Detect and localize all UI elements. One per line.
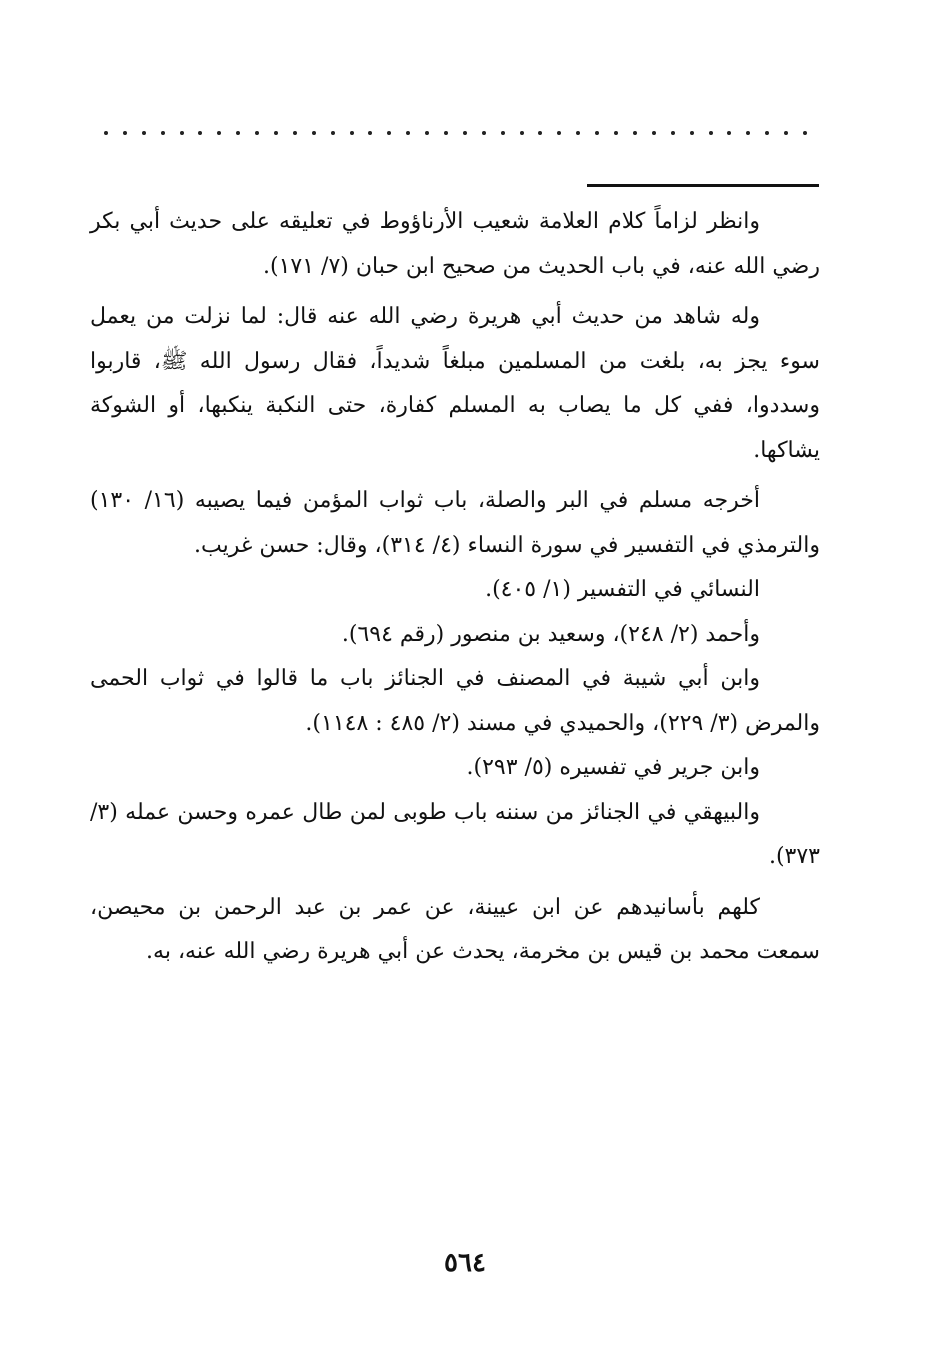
separator-dot	[217, 131, 221, 135]
paragraph-6: وابن أبي شيبة في المصنف في الجنائز باب ما قالوا في ثواب الحمى والمرض (٣/ ٢٢٩)، والحميدي في مسند (٢/ ٤٨٥ : ١١٤٨).	[90, 666, 820, 736]
separator-dot	[614, 131, 618, 135]
separator-dot	[746, 131, 750, 135]
separator-dot	[765, 131, 769, 135]
separator-dot	[501, 131, 505, 135]
separator-dot	[538, 131, 542, 135]
separator-dot	[633, 131, 637, 135]
paragraph-4: النسائي في التفسير (١/ ٤٠٥).	[485, 577, 760, 602]
paragraph-9: كلهم بأسانيدهم عن ابن عيينة، عن عمر بن عبد الرحمن بن محيصن، سمعت محمد بن قيس بن مخرمة، يحدث عن أبي هريرة رضي الله عنه، به.	[90, 894, 820, 964]
separator-dot	[331, 131, 335, 135]
separator-dot	[198, 131, 202, 135]
paragraph-3: أخرجه مسلم في البر والصلة، باب ثواب المؤمن فيما يصيبه (١٦/ ١٣٠) والترمذي في التفسير في سورة النساء (٤/ ٣١٤)، وقال: حسن غريب.	[90, 488, 820, 558]
separator-dot	[520, 131, 524, 135]
paragraph-5: وأحمد (٢/ ٢٤٨)، وسعيد بن منصور (رقم ٦٩٤).	[341, 621, 760, 647]
separator-dot	[406, 131, 410, 135]
separator-dot	[350, 131, 354, 135]
footnote-separator-line	[587, 184, 819, 187]
separator-dot	[123, 131, 127, 135]
separator-dot	[312, 131, 316, 135]
paragraph-8: والبيهقي في الجنائز من سننه باب طوبى لمن طال عمره وحسن عمله (٣/ ٣٧٣).	[90, 799, 820, 869]
separator-dot	[142, 131, 146, 135]
separator-dot	[368, 131, 372, 135]
separator-dot	[387, 131, 391, 135]
separator-dot	[557, 131, 561, 135]
separator-dot	[576, 131, 580, 135]
separator-dot	[161, 131, 165, 135]
separator-dot	[236, 131, 240, 135]
separator-dot	[671, 131, 675, 135]
separator-dot	[727, 131, 731, 135]
paragraph-2: وله شاهد من حديث أبي هريرة رضي الله عنه قال: لما نزلت من يعمل سوء يجز به، بلغت من المسلمين مبلغاً شديداً، فقال رسول الله ﷺ، قاربوا وسددوا، ففي كل ما يصاب به المسلم كفارة، حتى النكبة ينكبها، أو الشوكة يشاكها.	[90, 304, 820, 463]
separator-dot	[803, 131, 807, 135]
separator-dot	[595, 131, 599, 135]
separator-dot	[463, 131, 467, 135]
separator-dot	[482, 131, 486, 135]
separator-dot	[784, 131, 788, 135]
separator-dot	[180, 131, 184, 135]
separator-dot	[690, 131, 694, 135]
separator-dot	[652, 131, 656, 135]
separator-dot	[425, 131, 429, 135]
separator-dot	[444, 131, 448, 135]
separator-dot	[293, 131, 297, 135]
paragraph-1: وانظر لزاماً كلام العلامة شعيب الأرناؤوط في تعليقه على حديث أبي بكر رضي الله عنه، في باب الحديث من صحيح ابن حبان (٧/ ١٧١).	[90, 209, 820, 279]
separator-dot	[274, 131, 278, 135]
dotted-separator	[104, 127, 816, 139]
separator-dot	[255, 131, 259, 135]
paragraph-7: وابن جرير في تفسيره (٥/ ٢٩٣).	[466, 755, 760, 780]
footnote-text-block	[90, 200, 820, 975]
page-number: ٥٦٤	[444, 1248, 486, 1278]
separator-dot	[104, 131, 108, 135]
separator-dot	[709, 131, 713, 135]
